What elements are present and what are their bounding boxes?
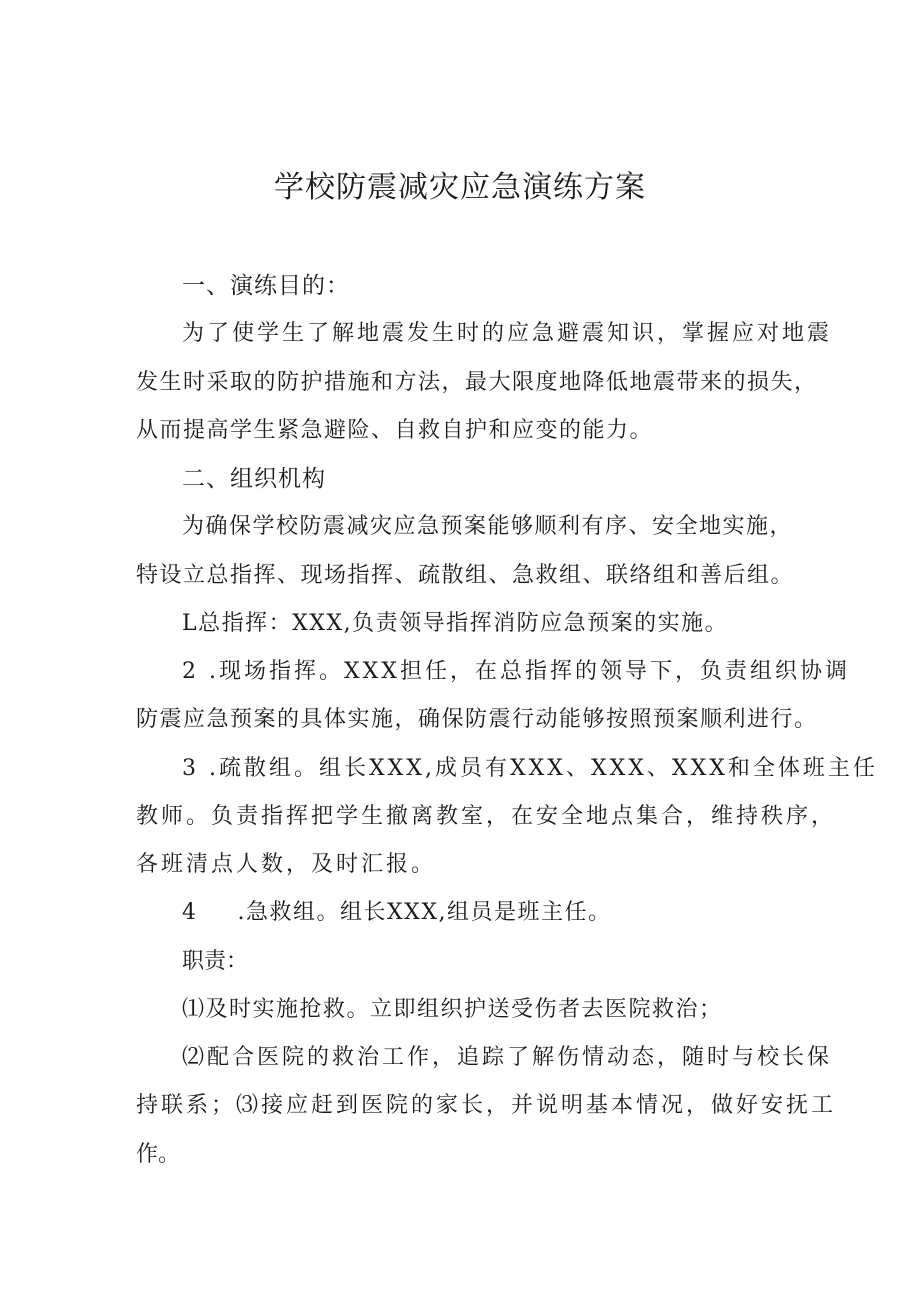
paragraph-line: 各班清点人数，及时汇报。 [136,852,437,877]
paragraph-line: 为确保学校防震减灾应急预案能够顺利有序、安全地实施， [182,514,794,539]
section-heading-organization: 二、组织机构 [182,466,326,492]
duty-item: ⑵配合医院的救治工作，追踪了解伤情动态，随时与校长保 [182,1045,833,1070]
duties-label: 职责： [182,949,249,974]
list-item-text: .急救组。组长XXX,组员是班主任。 [237,900,612,925]
paragraph-line: 教师。负责指挥把学生撤离教室，在安全地点集合，维持秩序， [136,804,837,829]
list-item-evacuation: 3 .疏散组。组长XXX,成员有XXX、XXX、XXX和全体班主任 [182,756,878,781]
section-heading-purpose: 一、演练目的： [182,273,350,299]
list-item-first-aid [182,898,862,928]
duty-item: ⑴及时实施抢救。立即组织护送受伤者去医院救治； [182,997,723,1022]
paragraph-line: 特设立总指挥、现场指挥、疏散组、急救组、联络组和善后组。 [136,563,795,588]
paragraph-line: 从而提高学生紧急避险、自救自护和应变的能力。 [136,418,654,443]
list-item-site-command: 2 .现场指挥。XXX担任，在总指挥的领导下，负责组织协调 [182,659,850,684]
paragraph-line: 作。 [136,1142,181,1167]
paragraph-line: 防震应急预案的具体实施，确保防震行动能够按照预案顺利进行。 [136,707,818,732]
list-number: 4 [182,900,198,925]
paragraph-line: 持联系；⑶接应赶到医院的家长，并说明基本情况，做好安抚工 [136,1093,837,1118]
paragraph-line: 发生时采取的防护措施和方法，最大限度地降低地震带来的损失， [136,370,818,395]
list-item-commander: L总指挥：XXX,负责领导指挥消防应急预案的实施。 [182,611,729,636]
paragraph-line: 为了使学生了解地震发生时的应急避震知识，掌握应对地震 [182,321,833,346]
document-title: 学校防震减灾应急演练方案 [274,170,646,205]
